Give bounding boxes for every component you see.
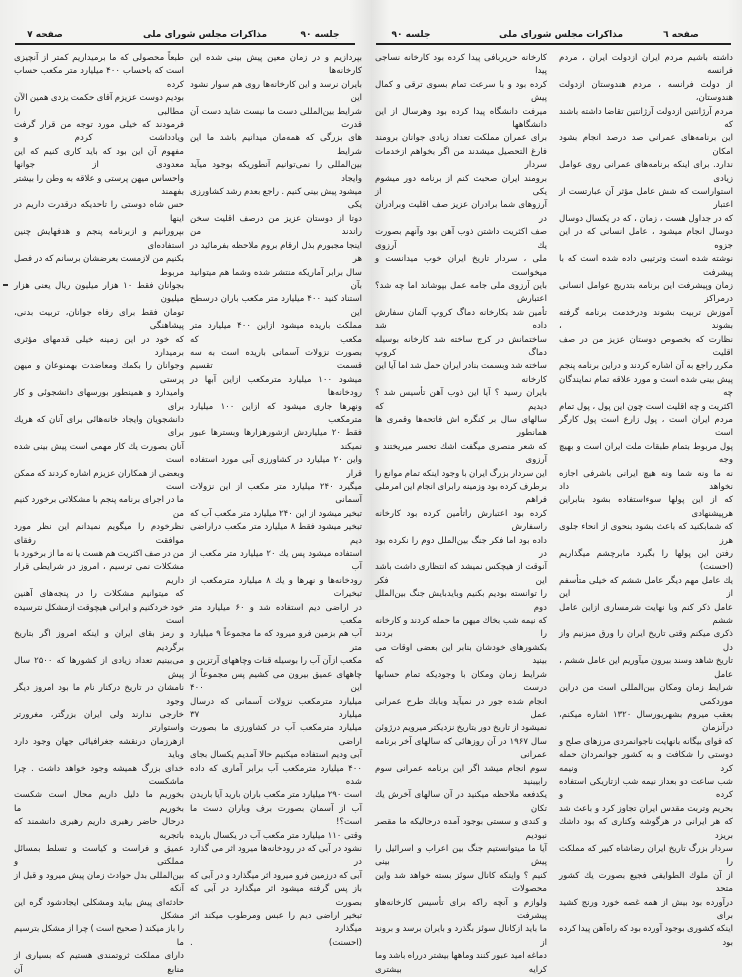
text-line: میشود ۱۰۰ میلیارد مترمکعب ازاین آبها در رودخانه‌ها [190,374,362,399]
text-line: اینجا مجبورم بذل ارقام بروم ملاحظه بفرمائید در هر [190,240,362,265]
text-line: تأمین شد بکارخانه دماگ کروپ آلمان سفارش داده شد [375,307,547,332]
text-line: دوتا از دوستان عزیز من درصف اقلیت سخن راندند من [190,213,362,238]
text-line: سوم انجام میشد اگر این برنامه عمرانی سوم رابیبنید [375,763,547,787]
text-line: طبعاً محصولی که ما برمیداریم کمتر از آنچیزی [14,53,184,63]
text-line: که هر ایرانی در هرگوشه وکناری که بود داشك بریزد [559,817,733,841]
text-line: مشکلات نمی ترسیم ، امروز در شرایطی قرار داریم [14,562,184,586]
text-line: که قوای بیگانه بانهایت ناجوانمردی مرزهای صلح و [559,736,733,747]
running-title: مذاکرات مجلس شورای ملی [498,30,624,40]
text-line: ذکری میکنم وقتی تاریخ ایران را ورق میزنیم واز دل [559,629,733,653]
text-line: که شمابکنید که باعث بشود بنحوی از انحاء جلوی هرز [559,522,733,546]
text-line: (احسنت) . [190,937,362,948]
text-line: کرده بود اعتبارش راتأمین کرده بود کارخانه راسفارش [375,508,547,533]
text-line: ملی ، سردار تاریخ ایران خوب میدانست و میخواست [375,254,547,278]
text-line: انجام شده جور در نمیآید وبابك طرح عمرانی عمل [375,696,547,720]
text-line: را توانسته بودیم بکنیم وبایدبایش جنگ بین‌الملل دوم [375,589,547,613]
text-line: که در جداول هست ، زمان ، که در یکسال دوسال [559,213,733,224]
text-line: دوسال انجام میشود ، عامل انسانی که در این جزوه [559,227,733,251]
text-line: مملکت باریده میشود ازاین ۴۰۰ میلیارد متر مکعب که [190,321,362,345]
text-line: واحساس میهن پرستی و علاقه به وطن را بیشتر بفهمند [14,173,184,198]
text-line: این سردار بزرگ ایران با وجود اینکه تمام موانع را [375,468,547,479]
text-line: ما باید ازکانال سوئز بگذرد و بایران برسد و بروند از [375,924,547,948]
text-line: درحال حاضر رهبری داریم رهبری دانشمند که باتجربه [14,817,184,841]
text-line: و رمز بقای ایران و اینکه امروز اگر بتاریخ برگردیم [14,629,184,653]
text-column [190,52,362,950]
text-line: رودخانه‌ها و نهرها و یك ۸ میلیارد مترمکعب از تبخیرات [190,575,362,600]
text-line: من در صف اکثریت هم هست یا نه ما از برخورد با [14,549,184,560]
text-line: وبعضی از همکاران عزیزم اشاره کردند که ممکن است [14,468,184,492]
text-line: مردم آرژانتین ازدولت آرژانتین تقاضا داشته باشند که [559,106,733,131]
text-line: ولوازم و آنچه راکه برای تأسیس کارخانه‌هاو پیشرفت [375,897,547,921]
text-line: آرزوهای شما برادران عزیز صف اقلیت وبرادران در [375,200,547,224]
text-line: بصورت نزولات آسمانی باریده است به سه قسمت تقسیم [190,347,362,372]
text-line: از آن ملوك الطوایفی فجیع بصورت یك کشور متحد [559,870,733,895]
text-line: آنوقت از هیچکس نمیشد که انتظاری داشت باشد این فکر [375,562,547,586]
text-line: کرده بود و با سرعت تمام بسوی ترقی و کمال پیش [375,79,547,104]
text-line: حس شاه دوستی را تاحدیکه درقدرت داریم در اینها [14,200,184,224]
text-line: سال ۱۹۶۷ در آن روزهائی که سالهای آخر برنامه عمرانی [375,736,547,761]
left-page [0,0,371,975]
session-number: جلسه ۹۰ [391,30,431,40]
text-line: وامیدارد و همینطور بورسهای دانشجوئی و کار برای [14,388,184,412]
text-line: می‌بینیم تعداد زیادی از کشورها که ۲۵۰۰ سال پیش [14,656,184,680]
text-line: و کندی و سستی بوجود آمده درحالیکه ما مقصر نبودیم [375,817,547,841]
text-line: بجوانان فقط ۱۰ هزار میلیون ریال یعنی هزار میلیون [14,280,184,305]
text-line: تبخیر میشود از این ۲۴۰ میلیارد متر مکعب آب که [190,508,362,519]
text-line: اینکه کشوری بوجود آورده بود که راه‌آهن پیدا کرده بود [559,924,733,948]
text-line: آبی که درزمین فرو میرود اثر میگذارد و در آبی که [190,870,362,881]
text-column [14,52,184,977]
text-line: فرمودند که خیلی مورد توجه من قرار گرفت ویادداشت کردم و [14,120,184,144]
text-line: مکرر راجع به آن اشاره کردند و دراین برنامه پنجم [559,361,733,372]
text-line: را باز میکند ( صحیح است ) چرا از مشکل بترسیم ما [14,924,184,948]
right-page [371,0,742,975]
text-line: شرایط زمان ومکان بین‌المللی است من دراین موردکمی [559,683,733,707]
text-line: عمیق و فراست و کیاست و تسلط بمسائل مملکتی و [14,843,184,868]
text-line: استفاده میشود پس یك ۲۰ میلیارد متر مکعب از آب [190,549,362,573]
text-line: آب از آسمان بصورت برف وباران دست ما است؟! [190,803,362,828]
text-line: مردم ایران است ، پول زارع است پول کارگر است [559,414,733,439]
text-line: این برنامه‌های عمرانی صد درصد انجام بشود امکان [559,133,733,157]
text-line: آیا ما میتوانستیم جنگ بین اعراب و اسرائیل را پیش بینی [375,843,547,868]
text-line: که خود در این زمینه خیلی قدمهای مؤثری برمیدارد [14,334,184,358]
text-line: دماغه امید عبور کنند وماهها بیشتر درراه باشد وما کرایه بیشتری [375,951,547,975]
text-line: خود خردکنیم و ایرانی هیچوقت ازمشکل نترسیده است [14,602,184,627]
text-line: ونهرها جاری میشود که ازاین ۱۰۰ میلیارد مترمکعب [190,401,362,425]
text-line: در اراضی دیم استفاده شد و ۶۰ میلیارد متر مکعب [190,602,362,627]
text-line: فقط ۲۰ میلیاردش ازشورهزارها وبسترها عبور نمیکند [190,428,362,452]
text-line: شب ساعت دو بعداز نیمه شب ازتاریکی استفاده کرده و [559,776,733,801]
header-rule [376,43,731,45]
text-line: فارغ التحصیل میشدند من اگر بخواهم ازخدمات سردار [375,146,547,171]
text-line: کارخانه حریربافی پیدا کرده بود کارخانه نساجی پیدا [375,53,547,77]
text-line: که از این پولها سوءاستفاده بشود بنابراین هرپیشنهادی [559,495,733,519]
text-line: یك عامل مهم دیگر عامل ششم که خیلی متأسفم از این [559,575,733,600]
text-line: دوستی را شکافت و به کشور جوانمردان حمله کرد ونیمه [559,750,733,774]
text-line: شرایط بین‌المللی دست ما نیست شاید دست آن قدرت [190,106,362,131]
text-line: رفتن این پولها را بگیرد مابرچشم میگذاریم (احسنت) [559,549,733,573]
text-line: نظرخودم را میگویم نمیدانم این نظر مورد موافقت رفقای [14,522,184,546]
text-line: ساختمانش در کرج ساخته شد کارخانه بوسیله دماگ کروپ [375,334,547,358]
text-line: بین‌المللی بدل حوادث زمان پیش میرود و قبل از آنکه [14,870,184,895]
text-line: آبی ودیم استفاده میکنیم حالا آمدیم یکسال بجای [190,750,362,761]
text-line: بپرورانیم و ازبرنامه پنجم و هدفهایش چنین استفاده‌ای [14,227,184,251]
text-line: پول مربوط بتمام طبقات ملت ایران است و بهیچ وجه [559,441,733,466]
text-line: باز پس گرفته میشود اثر میگذارد در آبی که بصورت [190,884,362,908]
text-line: میگیرد ۲۴۰ میلیارد متر مکعب از این نزولات آسمانی [190,482,362,506]
text-line: بحریم وتربت مقدس ایران تجاوز کرد و باعث شد [559,803,733,814]
text-line: مفهوم آن این بود که باید کاری کنیم که این معدودی از جوانها [14,146,184,171]
text-line: صف اکثریت داشتن ذوب آهن بود وآنهم بصورت یك آرزوی [375,227,547,251]
text-line: ازهرزمان درنقشه جغرافیائی جهان وجود دارد وباید [14,736,184,761]
text-line: برای عمران مملکت تعداد زیادی جوانان برومند [375,133,547,144]
text-line: خدای بزرگ همیشه وجود خواهد داشت . چرا ماشکست [14,763,184,787]
text-line: واین ۲۰ میلیارد در کشاورزی آبی مورد استفاده قرار [190,455,362,479]
text-line: بپردازیم و در زمان معین پیش بینی شده این کارخانه‌ها [190,53,362,77]
text-line: چاههای عمیق بیرون می کشیم پس مجموعاً از این ۴۰۰ [190,669,362,694]
text-line: مکعب ازآن آب را بوسیله قنات وچاههای آرتزین و [190,656,362,667]
text-line: ندارد. برای اینکه برنامه‌های عمرانی روی عوامل زیادی [559,160,733,184]
scan-mark [3,284,8,286]
text-line: تبخیر میشود فقط ۸ میلیارد متر مکعب دراراضی دیم [190,522,362,546]
text-line: سال برابر آماریکه منتشر شده وشما هم میتوانید بآن [190,267,362,291]
text-line: شرایط زمان ومکان با وجودیکه تمام حسابها درست [375,669,547,694]
text-line: بودیم دوست عزیزم آقای حکمت یزدی همین الآن مطالبی را [14,93,184,117]
text-line: درآورده بود بیش از همه غصه خورد ورنج کشید برای [559,897,733,921]
text-line: اکثریت و چه اقلیت است چون این پول ، پول تمام [559,401,733,412]
text-line: وجوانان را بکمك ومعاضدت بهمنوعان و میهن پرستی [14,361,184,385]
header-rule [15,43,355,45]
text-line: نامشان در تاریخ درکنار نام ما بود امروز دیگر وجود [14,683,184,707]
text-line: دارای مملکت ثروتمندی هستیم که بسیاری از منابع آن [14,951,184,975]
text-line: کنیم ؟ واینکه کانال سوئز بسته خواهد شد واین محصولات [375,870,547,895]
running-title: مذاکرات مجلس شورای ملی [142,30,268,40]
text-line: میلیارد مترمکعب نزولات آسمانی که درسال میلیارد ۳۷ [190,696,362,720]
text-line: وقتی ۱۱۰ میلیارد متر مکعب آب در یکسال باریده [190,830,362,841]
text-line: تبخیر اراضی دیم را عبس ومرطوب میکند اثر میگذارد [190,911,362,935]
text-line: سالهای سال بر کنگره اش فاتحه‌ها وقمری ها همانطور [375,414,547,439]
text-line: استواراست که شش عامل مؤثر آن عبارتست از اعتبار [559,187,733,211]
text-line: است ۲۹۰ میلیارد متر مکعب باران بارید آیا باریدن [190,790,362,801]
text-column [375,52,547,977]
session-number: جلسه ۹۰ [300,30,340,40]
text-line: بخوریم ما دلیل داریم محال است شکست بخوریم ما [14,790,184,814]
text-line: آب هم بزمین فرو میرود که ما مجموعاً ۹ میلیارد متر [190,629,362,653]
text-line: نشود در آبی که در رودخانه‌ها میرود اثر می گذارد در [190,843,362,868]
text-line: بایران نرسد و این کارخانه‌ها روی هم سوار نشود این [190,79,362,104]
text-line: میلیارد مترمکعب آب در کشاورزی ما بصورت اراضی [190,723,362,747]
text-line: باین آرزوی ملی جامه عمل بپوشاند اما چه شد؟ اعتبارش [375,280,547,305]
text-line: دانشجویان وایجاد خانه‌هائی برای آنان که هریك برای [14,414,184,439]
text-line: برطرف کرده بود وزمینه رابرای انجام این امرملی فراهم [375,482,547,506]
text-line: که میتوانیم مشکلات را در پنجه‌های آهنین [14,589,184,600]
text-line: تاریخ شاهد وسند بیرون میآوریم این عامل ششم ، عامل [559,656,733,680]
text-line: میرفت دانشگاه پیدا کرده بود وهرسال از این دانشگاهها [375,106,547,131]
text-line: یکدفعه ملاحظه میکنید در آن سالهای آخرش یك تکان [375,790,547,814]
text-line: زمان وپیشرفت این برنامه بتدریج عوامل انسانی درمراکز [559,280,733,305]
page-number: صفحه ۷ [27,30,63,40]
text-line: بکنیم من لازمست بعرضشان برسانم که در فصل مربوط [14,254,184,278]
text-line: ۴۰۰ میلیارد مترمکعب آب برابر آماری که داده شده [190,763,362,787]
text-line: عامل ذکر کنم وبا نهایت شرمساری ازاین عامل ششم [559,602,733,627]
text-line: میشود پیش بینی کنیم . راجع بعدم رشد کشاورزی یکی [190,187,362,211]
text-line: داده بود اما فکر جنگ بین‌الملل دوم را نکرده بود در [375,535,547,560]
text-line: ساخته شد وبسمت بنادر ایران حمل شد اما آیا این کارخانه [375,361,547,385]
text-line: بعقب میروم بشهریورسال ۱۳۲۰ اشاره میکنم، درآنزمان [559,709,734,734]
text-line: که نیمه شب بخاك میهن ما حمله کردند و کارخانه را بردند [375,616,547,640]
text-line: آموزش تربیت بشوند ودرخدمت برنامه گرفته بشوند ، [559,307,733,332]
text-line: پیش بینی شده است و مورد علاقه تمام نمایندگان چه [559,374,733,399]
text-line: آنان بصورت یك کار مهمی است پیش بینی شده است [14,441,184,466]
text-line: نه ما ونه شما ونه هیچ ایرانی باشرفی اجازه نخواهد داد [559,468,733,492]
text-line: نظارت که بخصوص دوستان عزیز من در صف اقلیت [559,334,733,358]
text-line: که شعر منصری میگفت اشك تحسر میریختند و آرزوی [375,441,547,466]
text-line: برومند ایران صحبت کنم از برنامه دور میشوم یکی از [375,173,547,198]
text-line: داشته باشیم مردم ایران ازدولت ایران ، مردم فرانسه [559,53,733,77]
text-line: از دولت فرانسه ، مردم هندوستان ازدولت هندوستان، [559,79,733,104]
text-line: ما در اجرای برنامه پنجم با مشکلاتی برخورد کنیم من [14,495,184,519]
text-line: حادثه‌ای پیش بیاید ومشکلی ایجادشود گره این مشکل [14,897,184,921]
text-line: خارجی ندارند ولی ایران بزرگتر، مغرورتر واستوارتر [14,709,184,734]
text-line: استناد کنید ۴۰۰ میلیارد متر مکعب باران درسطح این [190,294,362,318]
text-line: های بزرگی که همه‌مان میدانیم باشد ما این شرایط [190,133,362,157]
text-line: نوشته شده است وترتیبی داده شده است که با پیشرفت [559,254,733,278]
text-line: بکشورهای خودشان بنابر این بعضی اوقات می بینید که [375,642,547,667]
text-line: بین‌المللی را نمی‌توانیم آنطوریکه بوجود میآید وایجاد [190,160,362,184]
text-line: است که باحساب ۴۰۰ میلیارد متر مکعب حساب کرده [14,66,184,90]
text-line: نمیشود از تاریخ دور بتاریخ نزدیکتر میرویم درژوئن [375,723,547,734]
text-line: تومان فقط برای رفاه جوانان، تربیت بدنی، پیشاهنگی [14,307,184,332]
page-number: صفحه ٦ [663,30,699,40]
text-line: بایران رسید ؟ آیا این ذوب آهن تأسیس شد ؟ دیدیم که [375,388,547,412]
text-column [559,52,733,950]
text-line: سردار بزرگ تاریخ ایران رضاشاه کبیر که مملکت را [559,843,733,868]
